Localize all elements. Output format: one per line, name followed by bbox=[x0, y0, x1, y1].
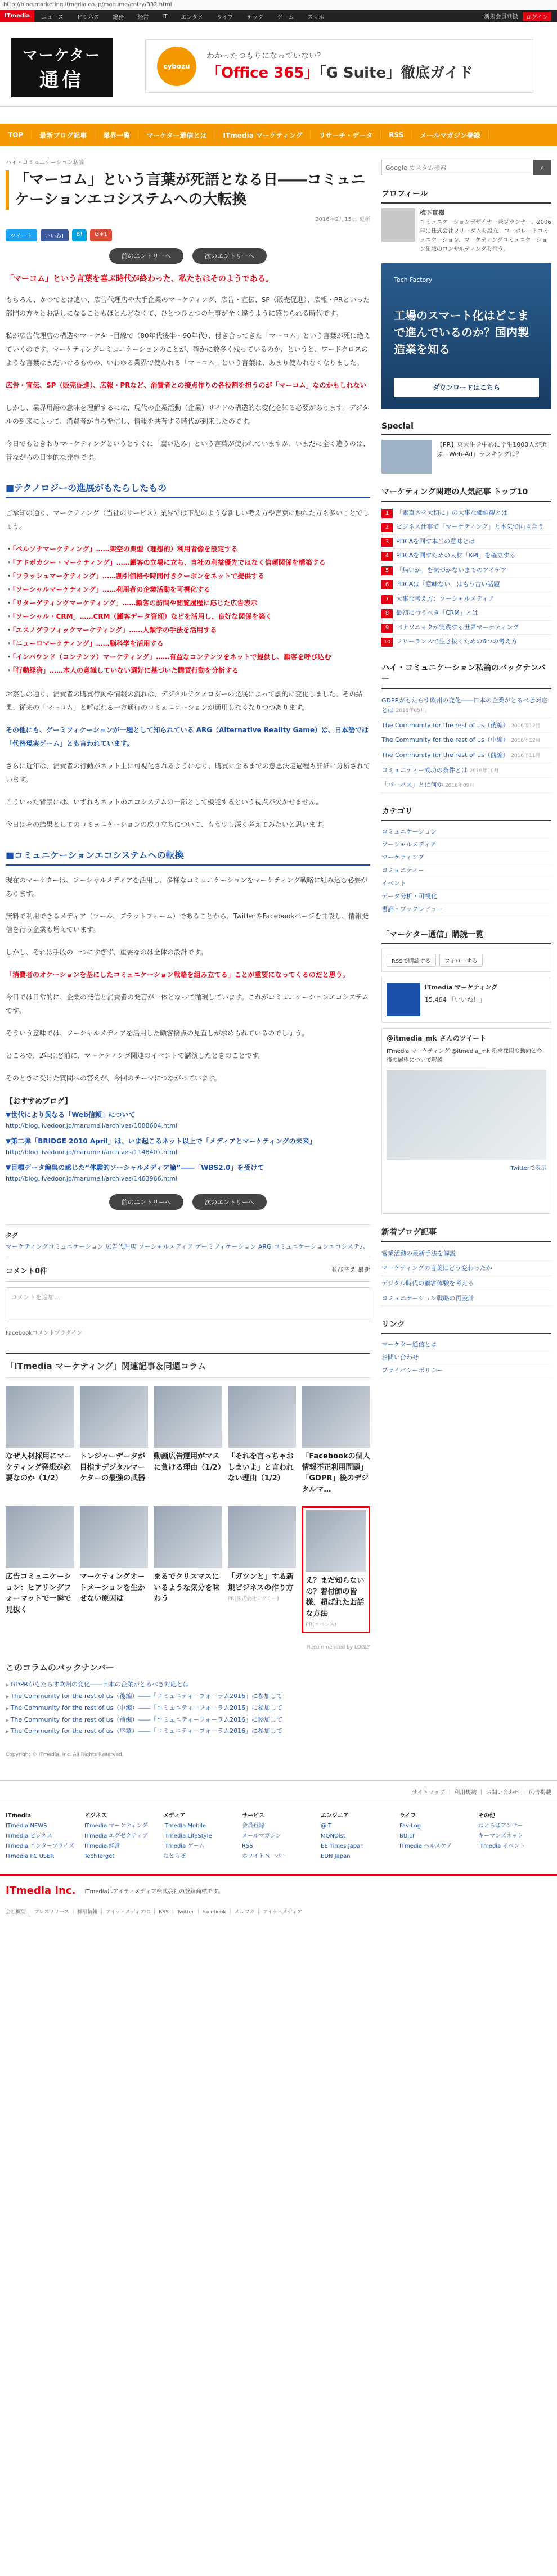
fb-comment-plugin-label[interactable]: Facebookコメントプラグイン bbox=[6, 1330, 83, 1337]
recommended-title: ▼第二弾「BRIDGE 2010 April」は、いま起こるネット以上で「メディアとマーケティングの未来」 bbox=[6, 1137, 316, 1146]
list-item: ・ 「ソーシャルマーケティング」……利用者の企業活動を可視化する bbox=[6, 583, 370, 596]
footer-nav[interactable]: サイトマップ ｜ 利用規約 ｜ お問い合わせ ｜ 広告掲載 bbox=[0, 1780, 557, 1803]
footer-corp-text: ITmediaはアイティメディア株式会社の登録商標です。 bbox=[84, 1889, 224, 1895]
next-entry-button[interactable]: 次のエントリーへ bbox=[192, 248, 267, 264]
backnumber-item[interactable]: ▶ The Community for the rest of us（中編）――「コミュニティーフォーラム2016」に参加して bbox=[6, 1703, 370, 1714]
section-heading: ■テクノロジーの進展がもたらしたもの bbox=[6, 479, 370, 498]
related-thumbnail bbox=[6, 1386, 74, 1448]
related-thumbnail bbox=[154, 1506, 222, 1568]
backnumber-list bbox=[6, 1679, 370, 1737]
newest-item[interactable]: コミュニケーション戦略の再設計 bbox=[381, 1291, 551, 1307]
follow-heading: 「マーケター通信」購読一覧 bbox=[381, 925, 551, 944]
site-header bbox=[0, 22, 557, 107]
list-item: ・ 「フラッシュマーケティング」……割引価格や時間付きクーポンをネットで提供する bbox=[6, 569, 370, 583]
paragraph: しかし、それは手段の一つにすぎず、重要なのは全体の設計です。 bbox=[6, 948, 208, 957]
link-item[interactable]: プライバシーポリシー bbox=[381, 1364, 551, 1377]
related-card[interactable]: 「それを言っちゃおしまいよ」と言われない理由（1/2） bbox=[228, 1386, 297, 1495]
url-bar[interactable]: http://blog.marketing.itmedia.co.jp/macume/entry/332.html bbox=[0, 0, 557, 10]
topbar-item[interactable]: スマホ bbox=[307, 14, 325, 21]
special-heading: Special bbox=[381, 418, 551, 435]
ranking-item[interactable]: 3 PDCAを回す本当の意味とは bbox=[381, 535, 551, 550]
paragraph: もちろん、かつてとは違い、広告代理店や大手企業のマーケティング、広告・宣伝、SP（販売促進）、広報・PRといった部門の方々とお話しになることもほとんどなくて、ひとつひとつの仕事が全く違うように感じられる時代です。 bbox=[6, 296, 370, 318]
related-thumbnail bbox=[80, 1506, 149, 1568]
top-bar bbox=[0, 10, 557, 22]
ranking-item[interactable]: 5 「無いか」を気づかないまでのアイデア bbox=[381, 564, 551, 578]
comment-input[interactable]: コメントを追加... bbox=[6, 1287, 370, 1322]
related-card[interactable]: 「Facebookの個人情報不正利用問題」「GDPR」後のデジタルマ… bbox=[302, 1386, 370, 1495]
search-input[interactable] bbox=[381, 160, 533, 175]
special-text: 【PR】東大生を中心に学生1000人が選ぶ「Web-Ad」ランキングは？ bbox=[437, 440, 547, 458]
recommended-link[interactable]: http://blog.livedoor.jp/marumeli/archives/1148407.html bbox=[6, 1148, 178, 1156]
list-item: ・ 「インバウンド（コンテンツ）マーケティング」……有益なコンテンツをネットで提供し、顧客を呼び込む bbox=[6, 650, 370, 664]
nav-item[interactable]: RSS bbox=[381, 131, 412, 139]
related-ad-card[interactable]: え？まだ知らないの？着付師の皆様、超ばれたお話な方法 PR(エベレス) bbox=[302, 1506, 370, 1633]
newest-item[interactable]: デジタル時代の顧客体験を考える bbox=[381, 1276, 551, 1291]
related-card[interactable]: 「ガツンと」する新規ビジネスの作り方 PR(株式会社ログミー) bbox=[228, 1506, 297, 1633]
nav-item[interactable]: TOP bbox=[0, 131, 32, 139]
prev-entry-button[interactable]: 前のエントリーへ bbox=[109, 248, 183, 264]
related-card[interactable]: マーケティングオートメーションを生かせない原因は bbox=[80, 1506, 149, 1633]
topbar-item[interactable]: IT bbox=[162, 13, 168, 20]
tag-list[interactable]: マーケティングコミュニケーション 広告代理店 ソーシャルメディア ゲーミフィケーション ARG コミュニケーションエコシステム bbox=[6, 1243, 366, 1251]
special-thumbnail bbox=[381, 440, 432, 474]
main-column bbox=[6, 146, 370, 1758]
comment-sort[interactable]: 並び替え 最新 bbox=[331, 1266, 370, 1274]
footer-col: ライフ Fav-Log BUILT ITmedia ヘルスケア bbox=[399, 1813, 452, 1850]
news-item[interactable]: コミュニティー成功の条件とは 2016年10月 bbox=[381, 763, 551, 778]
backnumber-heading: このコラムのバックナンバー bbox=[6, 1662, 115, 1673]
emphasis-paragraph: その他にも、ゲーミフィケーションが一種として知られている ARG（Alternative Reality Game）は、日本語では「代替現実ゲーム」とも言われています。 bbox=[6, 726, 369, 748]
paragraph: 今日では日常的に、企業の発信と消費者の発言が一体となって循環しています。これがコミュニケーションエコシステムです。 bbox=[6, 993, 369, 1015]
ranking-item[interactable]: 6 PDCAは「意味ない」はもう古い話題 bbox=[381, 578, 551, 592]
login-button[interactable]: ログイン bbox=[523, 12, 552, 21]
recommended-blogs bbox=[6, 1095, 370, 1184]
ranking-item[interactable]: 10 フリーランスで生き抜くための6つの考え方 bbox=[381, 635, 551, 650]
copyright: Copyright © ITmedia, Inc. All Rights Reserved. bbox=[6, 1752, 124, 1758]
nav-item[interactable]: マーケター通信とは bbox=[138, 130, 215, 140]
register-link[interactable]: 新規会員登録 bbox=[484, 13, 518, 20]
topbar-item[interactable]: ニュース bbox=[41, 14, 64, 21]
footer-col: ITmedia ITmedia NEWS ITmedia ビジネス ITmedia エンタープライズ ITmedia PC USER bbox=[6, 1813, 75, 1860]
avatar bbox=[381, 208, 415, 242]
backnumber-item[interactable]: ▶ The Community for the rest of us（前編）――「コミュニティーフォーラム2016」に参加して bbox=[6, 1714, 370, 1726]
category-item[interactable]: コミュニケーション bbox=[381, 826, 551, 839]
topbar-item[interactable]: テック bbox=[246, 14, 264, 21]
nav-item[interactable]: メールマガジン登録 bbox=[412, 130, 488, 140]
category-item[interactable]: コミュニティー bbox=[381, 864, 551, 877]
follow-button[interactable]: フォローする bbox=[439, 954, 483, 967]
paragraph: 私が広告代理店の構造やマーケター目線で（80年代後半〜90年代）、付き合ってきた「マーコム」という言葉が死に絶えていくのです。マーケティングコミュニケーションのことが、確かに数多く残っているのか、というと、ワードクロスのような言葉はまだいけるものの、いわゆる業界で使われる「マーコム」という言葉は、あまり使われなくなりました。 bbox=[6, 332, 370, 367]
section-heading: ■コミュニケーションエコシステムへの転換 bbox=[6, 846, 370, 866]
paragraph: ご承知の通り、マーケティング（当社のサービス）業界では下記のような新しい考え方や言葉に触れた方も多いことでしょう。 bbox=[6, 509, 370, 531]
related-thumbnail bbox=[6, 1506, 74, 1568]
prev-entry-button[interactable]: 前のエントリーへ bbox=[109, 1194, 183, 1210]
related-thumbnail bbox=[80, 1386, 149, 1448]
related-grid-row2 bbox=[6, 1506, 370, 1633]
sidebar bbox=[381, 146, 551, 1758]
backnumber-item[interactable]: ▶ The Community for the rest of us（後編）――「コミュニティーフォーラム2016」に参加して bbox=[6, 1691, 370, 1703]
ranking-heading: マーケティング関連の人気記事 トップ10 bbox=[381, 483, 551, 502]
paragraph: ところで、2年ほど前に、マーケティング関連のイベントで講演したときのことです。 bbox=[6, 1052, 265, 1060]
related-thumbnail bbox=[228, 1386, 297, 1448]
related-card[interactable]: トレジャーデータが目指すデジタルマーケターの最強の武器 bbox=[80, 1386, 149, 1495]
backnumber-item[interactable]: ▶ The Community for the rest of us（序章）――「コミュニティーフォーラム2016」に参加して bbox=[6, 1726, 370, 1737]
topbar-item[interactable]: ライフ bbox=[216, 14, 233, 21]
ranking-item[interactable]: 4 PDCAを回すための人材「KPI」を確立する bbox=[381, 549, 551, 564]
links-list bbox=[381, 1339, 551, 1377]
paragraph: お察しの通り、消費者の購買行動や情報の流れは、デジタルテクノロジーの発展によって劇的に変化しました。その結果、従来の「マーコム」と呼ばれる一方通行のコミュニケーションが通用しなくなりつつあります。 bbox=[6, 690, 363, 712]
topbar-item[interactable]: エンタメ bbox=[181, 14, 203, 21]
ad-headline: 工場のスマート化はどこまで進んでいるのか？国内製造業を知る bbox=[394, 309, 529, 357]
tweet-button[interactable]: ツイート bbox=[6, 229, 37, 241]
paragraph: さらに近年は、消費者の行動がネット上に可視化されるようになり、購買に至るまでの意思決定過程も詳細に分析されています。 bbox=[6, 762, 371, 784]
list-item: ・ 「行動経済」……本人の意識していない選好に基づいた購買行動を分析する bbox=[6, 664, 370, 677]
facebook-page-box[interactable] bbox=[381, 978, 551, 1023]
profile-heading: プロフィール bbox=[381, 184, 551, 204]
paragraph: 今日でもときおりマーケティングというとすぐに「腐い込み」という言葉が使われていますが、いまだに全く違うのは、昔ながらの日本的な発想です。 bbox=[6, 440, 370, 462]
related-heading: 「ITmedia マーケティング」関連記事＆同週コラム bbox=[6, 1353, 370, 1378]
recommended-title: ▼目標データ編集の感じた“体験的ソーシャルメディア論”――「WBS2.0」を受けて bbox=[6, 1164, 264, 1172]
paragraph: そういう意味では、ソーシャルメディアを活用した顧客接点の見直しが求められているのでしょう。 bbox=[6, 1029, 309, 1038]
news-item[interactable]: The Community for the rest of us（前編） 2016年11月 bbox=[381, 748, 551, 763]
ranking-item[interactable]: 7 大事な考え方：ソーシャルメディア bbox=[381, 592, 551, 607]
recommended-link[interactable]: http://blog.livedoor.jp/marumeli/archives/1088604.html bbox=[6, 1122, 178, 1129]
header-ad-banner[interactable] bbox=[145, 39, 533, 93]
sidebar-ad[interactable] bbox=[381, 263, 551, 409]
related-card[interactable]: まるでクリスマスにいるような気分を味わう bbox=[154, 1506, 222, 1633]
like-button[interactable]: いいね! bbox=[41, 229, 69, 241]
paragraph: 現在のマーケターは、ソーシャルメディアを活用し、多様なコミュニケーションをマーケティング戦略に組み込む必要があります。 bbox=[6, 876, 368, 898]
category-item[interactable]: イベント bbox=[381, 877, 551, 890]
breadcrumb[interactable]: ハイ・コミュニケーション私論 bbox=[6, 160, 84, 166]
newest-item[interactable]: 営業活動の最新手法を解説 bbox=[381, 1246, 551, 1262]
main-nav bbox=[0, 124, 557, 146]
footer-col: メディア ITmedia Mobile ITmedia LifeStyle ITmedia ゲーム ねとらぼ bbox=[163, 1813, 212, 1860]
next-entry-button[interactable]: 次のエントリーへ bbox=[192, 1194, 267, 1210]
footer-bar bbox=[0, 1874, 557, 1906]
article-date: 2016年2月15日 更新 bbox=[315, 217, 370, 223]
pager-bottom bbox=[6, 1194, 370, 1210]
news-list bbox=[381, 693, 551, 793]
related-grid-row1 bbox=[6, 1386, 370, 1495]
ad-brand: Tech Factory bbox=[394, 276, 433, 283]
nav-item[interactable]: ITmedia マーケティング bbox=[215, 130, 311, 140]
newest-heading: 新着ブログ記事 bbox=[381, 1223, 551, 1242]
comment-count: コメント0件 bbox=[6, 1267, 48, 1276]
newest-list bbox=[381, 1246, 551, 1306]
news-heading: ハイ・コミュニケーション私論のバックナンバー bbox=[381, 659, 551, 689]
topbar-item[interactable]: 経営 bbox=[137, 14, 149, 21]
list-item: ・ 「ニューロマーケティング」……脳科学を活用する bbox=[6, 637, 370, 650]
banner-title: 「Office 365」「G Suite」徹底ガイド bbox=[206, 65, 474, 82]
related-thumbnail bbox=[154, 1386, 222, 1448]
twitter-link[interactable]: Twitterで表示 bbox=[510, 1165, 546, 1172]
profile-text: コミュニケーションデザイナー兼プランナー。2006年に株式会社フリーダムを設立。コーポレートコミュニケーション、マーケティングコミュニケーション領域のコンサルティングを行う。 bbox=[420, 219, 551, 253]
category-heading: カテゴリ bbox=[381, 802, 551, 821]
paragraph: しかし、業界用語の意味を理解するには、現代の企業活動（企業）サイドの構造的な変化を知る必要があります。デジタルの到来によって、消費者が自ら発信し、情報を共有する時代が到来したのです。 bbox=[6, 404, 369, 426]
list-item: ・ 「エスノグラフィックマーケティング」……人類学の手法を活用する bbox=[6, 623, 370, 637]
newest-item[interactable]: マーケティングの言葉はどう変わったか bbox=[381, 1261, 551, 1276]
recommended-heading: 【おすすめブログ】 bbox=[6, 1097, 72, 1106]
ranking-item[interactable]: 8 最初に行うべき「CRM」とは bbox=[381, 606, 551, 621]
related-thumbnail bbox=[228, 1506, 297, 1568]
category-item[interactable]: ソーシャルメディア bbox=[381, 839, 551, 852]
list-item: ・ 「リターゲティングマーケティング」……顧客の訪問や閲覧履歴に応じた広告表示 bbox=[6, 596, 370, 610]
footer-col: エンジニア @IT MONOist EE Times Japan EDN Japan bbox=[321, 1813, 364, 1860]
banner-subtitle: わかったつもりになっていない？ bbox=[206, 52, 325, 61]
emphasis-paragraph: 「消費者のオケーションを基にしたコミュニケーション戦略を組み立てる」ことが重要になってくるのだと思う。 bbox=[6, 971, 349, 979]
special-item[interactable] bbox=[381, 440, 551, 474]
buzzword-list bbox=[6, 542, 370, 677]
search-icon[interactable]: ⌕ bbox=[533, 160, 551, 175]
topbar-item[interactable]: ゲーム bbox=[277, 14, 294, 21]
footer-links[interactable]: 会社概要 ｜ プレスリリース ｜ 採用情報 ｜ アイティメディアID ｜ RSS ｜ Twitter ｜ Facebook ｜ メルマガ ｜ アイティメディア bbox=[6, 1910, 302, 1916]
recommended-title: ▼世代により異なる「Web信頼」について bbox=[6, 1111, 136, 1119]
twitter-timeline bbox=[381, 1028, 551, 1214]
facebook-page-name: ITmedia マーケティング bbox=[425, 983, 498, 991]
news-item[interactable]: 「パーパス」とは何か 2016年09月 bbox=[381, 778, 551, 793]
link-item[interactable]: マーケター通信とは bbox=[381, 1339, 551, 1352]
nav-item[interactable]: リサーチ・データ bbox=[311, 130, 381, 140]
news-item[interactable]: The Community for the rest of us（後編） 2016年12月 bbox=[381, 718, 551, 733]
pager-top bbox=[6, 248, 370, 264]
related-card[interactable]: 動画広告運用がマスに負ける理由（1/2） bbox=[154, 1386, 222, 1495]
paragraph: こういった背景には、いずれもネットのエコシステムの一部として機能するという視点が欠かせません。 bbox=[6, 798, 323, 807]
profile-box bbox=[381, 208, 551, 254]
related-card[interactable]: 広告コミュニケーション：ヒアリングフォーマットで一瞬で見抜く bbox=[6, 1506, 74, 1633]
category-item[interactable]: データ分析・可視化 bbox=[381, 890, 551, 903]
category-item[interactable]: 書評・ブックレビュー bbox=[381, 903, 551, 916]
list-item: ・ 「アドボカシー・マーケティング」……顧客の立場に立ち、自社の利益優先ではなく信頼関係を構築する bbox=[6, 556, 370, 569]
ranking-item[interactable]: 2 ビジネス仕事で「マーケティング」と本気で向き合う bbox=[381, 520, 551, 535]
ad-credit[interactable]: Recommended by LOGLY bbox=[307, 1644, 370, 1650]
nav-item[interactable]: 最新ブログ記事 bbox=[32, 130, 95, 140]
profile-name[interactable]: 梅下直樹 bbox=[420, 209, 444, 217]
news-item[interactable]: GDPRがもたらす欧州の変化――日本の企業がとるべき対応とは 2018年05月 bbox=[381, 693, 551, 718]
rss-button[interactable]: RSSで購読する bbox=[387, 954, 436, 967]
share-buttons bbox=[6, 229, 370, 241]
topbar-item[interactable]: 総務 bbox=[113, 14, 124, 21]
nav-item[interactable]: 業界一覧 bbox=[95, 130, 138, 140]
itmedia-logo[interactable]: ITmedia bbox=[0, 10, 34, 22]
tweet-image[interactable] bbox=[387, 1070, 546, 1160]
tag-box bbox=[6, 1224, 370, 1257]
follow-box bbox=[381, 949, 551, 972]
list-item: ・ 「ペルソナマーケティング」……架空の典型（理想的）利用者像を設定する bbox=[6, 542, 370, 556]
hatena-button[interactable]: B! bbox=[72, 229, 87, 241]
list-item: ・ 「ソーシャル・CRM」……CRM（顧客データ管理）などを活用し、良好な関係を築く bbox=[6, 610, 370, 623]
related-thumbnail bbox=[302, 1386, 370, 1448]
recommended-link[interactable]: http://blog.livedoor.jp/marumeli/archives/1463966.html bbox=[6, 1174, 178, 1182]
emphasis-paragraph: 広告・宣伝、SP（販売促進）、広報・PRなど、消費者との接点作りの各役割を担うのが「マーコム」なのかもしれない bbox=[6, 381, 367, 390]
news-item[interactable]: The Community for the rest of us（中編） 2016年12月 bbox=[381, 733, 551, 748]
related-card[interactable]: なぜ人材採用にマーケティング発想が必要なのか（1/2） bbox=[6, 1386, 74, 1495]
banner-brand: cybozu bbox=[157, 47, 196, 86]
logo-line2: 通信 bbox=[39, 69, 84, 92]
tag-heading: タグ bbox=[6, 1232, 18, 1240]
download-button[interactable]: ダウンロードはこちら bbox=[394, 378, 539, 397]
twitter-heading: @itmedia_mk さんのツイート bbox=[387, 1034, 487, 1042]
links-heading: リンク bbox=[381, 1315, 551, 1334]
tweet-text: ITmedia マーケティング @itmedia_mk 新卒採用の動向と今後の展望について解説 bbox=[387, 1048, 542, 1064]
link-item[interactable]: お問い合わせ bbox=[381, 1352, 551, 1364]
site-logo[interactable] bbox=[11, 38, 113, 97]
facebook-likes: 15,464 「いいね！」 bbox=[425, 996, 486, 1003]
search-box bbox=[381, 160, 551, 175]
footer-col: サービス 会員登録 メールマガジン RSS ホワイトペーパー bbox=[242, 1813, 287, 1860]
footer-col: ビジネス ITmedia マーケティング ITmedia エグゼクティブ ITmedia 経営 TechTarget bbox=[84, 1813, 148, 1860]
backnumber-item[interactable]: ▶ GDPRがもたらす欧州の変化――日本の企業がとるべき対応とは bbox=[6, 1679, 370, 1691]
paragraph: 無料で利用できるメディア（ツール、プラットフォーム）であることから、TwitterやFacebookページを開設し、情報発信を行う企業も増えています。 bbox=[6, 912, 369, 934]
facebook-page-thumbnail bbox=[387, 983, 420, 1016]
gplus-button[interactable]: G+1 bbox=[90, 229, 112, 241]
comments-header bbox=[6, 1265, 370, 1282]
logo-line1: マーケター bbox=[23, 47, 101, 64]
ranking-item[interactable]: 9 パナソニックが実践する世界マーケティング bbox=[381, 621, 551, 636]
article-title: 「マーコム」という言葉が死語となる日――コミュニケーションエコシステムへの大転換 bbox=[6, 170, 370, 210]
footer-col: その他 ねとらぼアンサー キーマンズネット ITmedia イベント bbox=[478, 1813, 525, 1850]
paragraph: 今日はその結果としてのコミュニケーションの成り立ちについて、もう少し深く考えてみたいと思います。 bbox=[6, 821, 329, 829]
category-item[interactable]: マーケティング bbox=[381, 852, 551, 864]
itmedia-footer-logo[interactable]: ITmedia Inc. bbox=[6, 1885, 76, 1897]
related-thumbnail bbox=[306, 1510, 366, 1572]
category-list bbox=[381, 826, 551, 916]
ranking-item[interactable]: 1 「素直さを大切に」の大事な価値観とは bbox=[381, 506, 551, 521]
article-lead: 「マーコム」という言葉を喜ぶ時代が終わった、私たちはそのようである。 bbox=[6, 274, 273, 284]
topbar-item[interactable]: ビジネス bbox=[77, 14, 100, 21]
ranking-list bbox=[381, 506, 551, 650]
paragraph: そのときに受けた質問への答えが、今回のテーマにつながっています。 bbox=[6, 1074, 221, 1083]
footer-columns bbox=[0, 1803, 557, 1870]
